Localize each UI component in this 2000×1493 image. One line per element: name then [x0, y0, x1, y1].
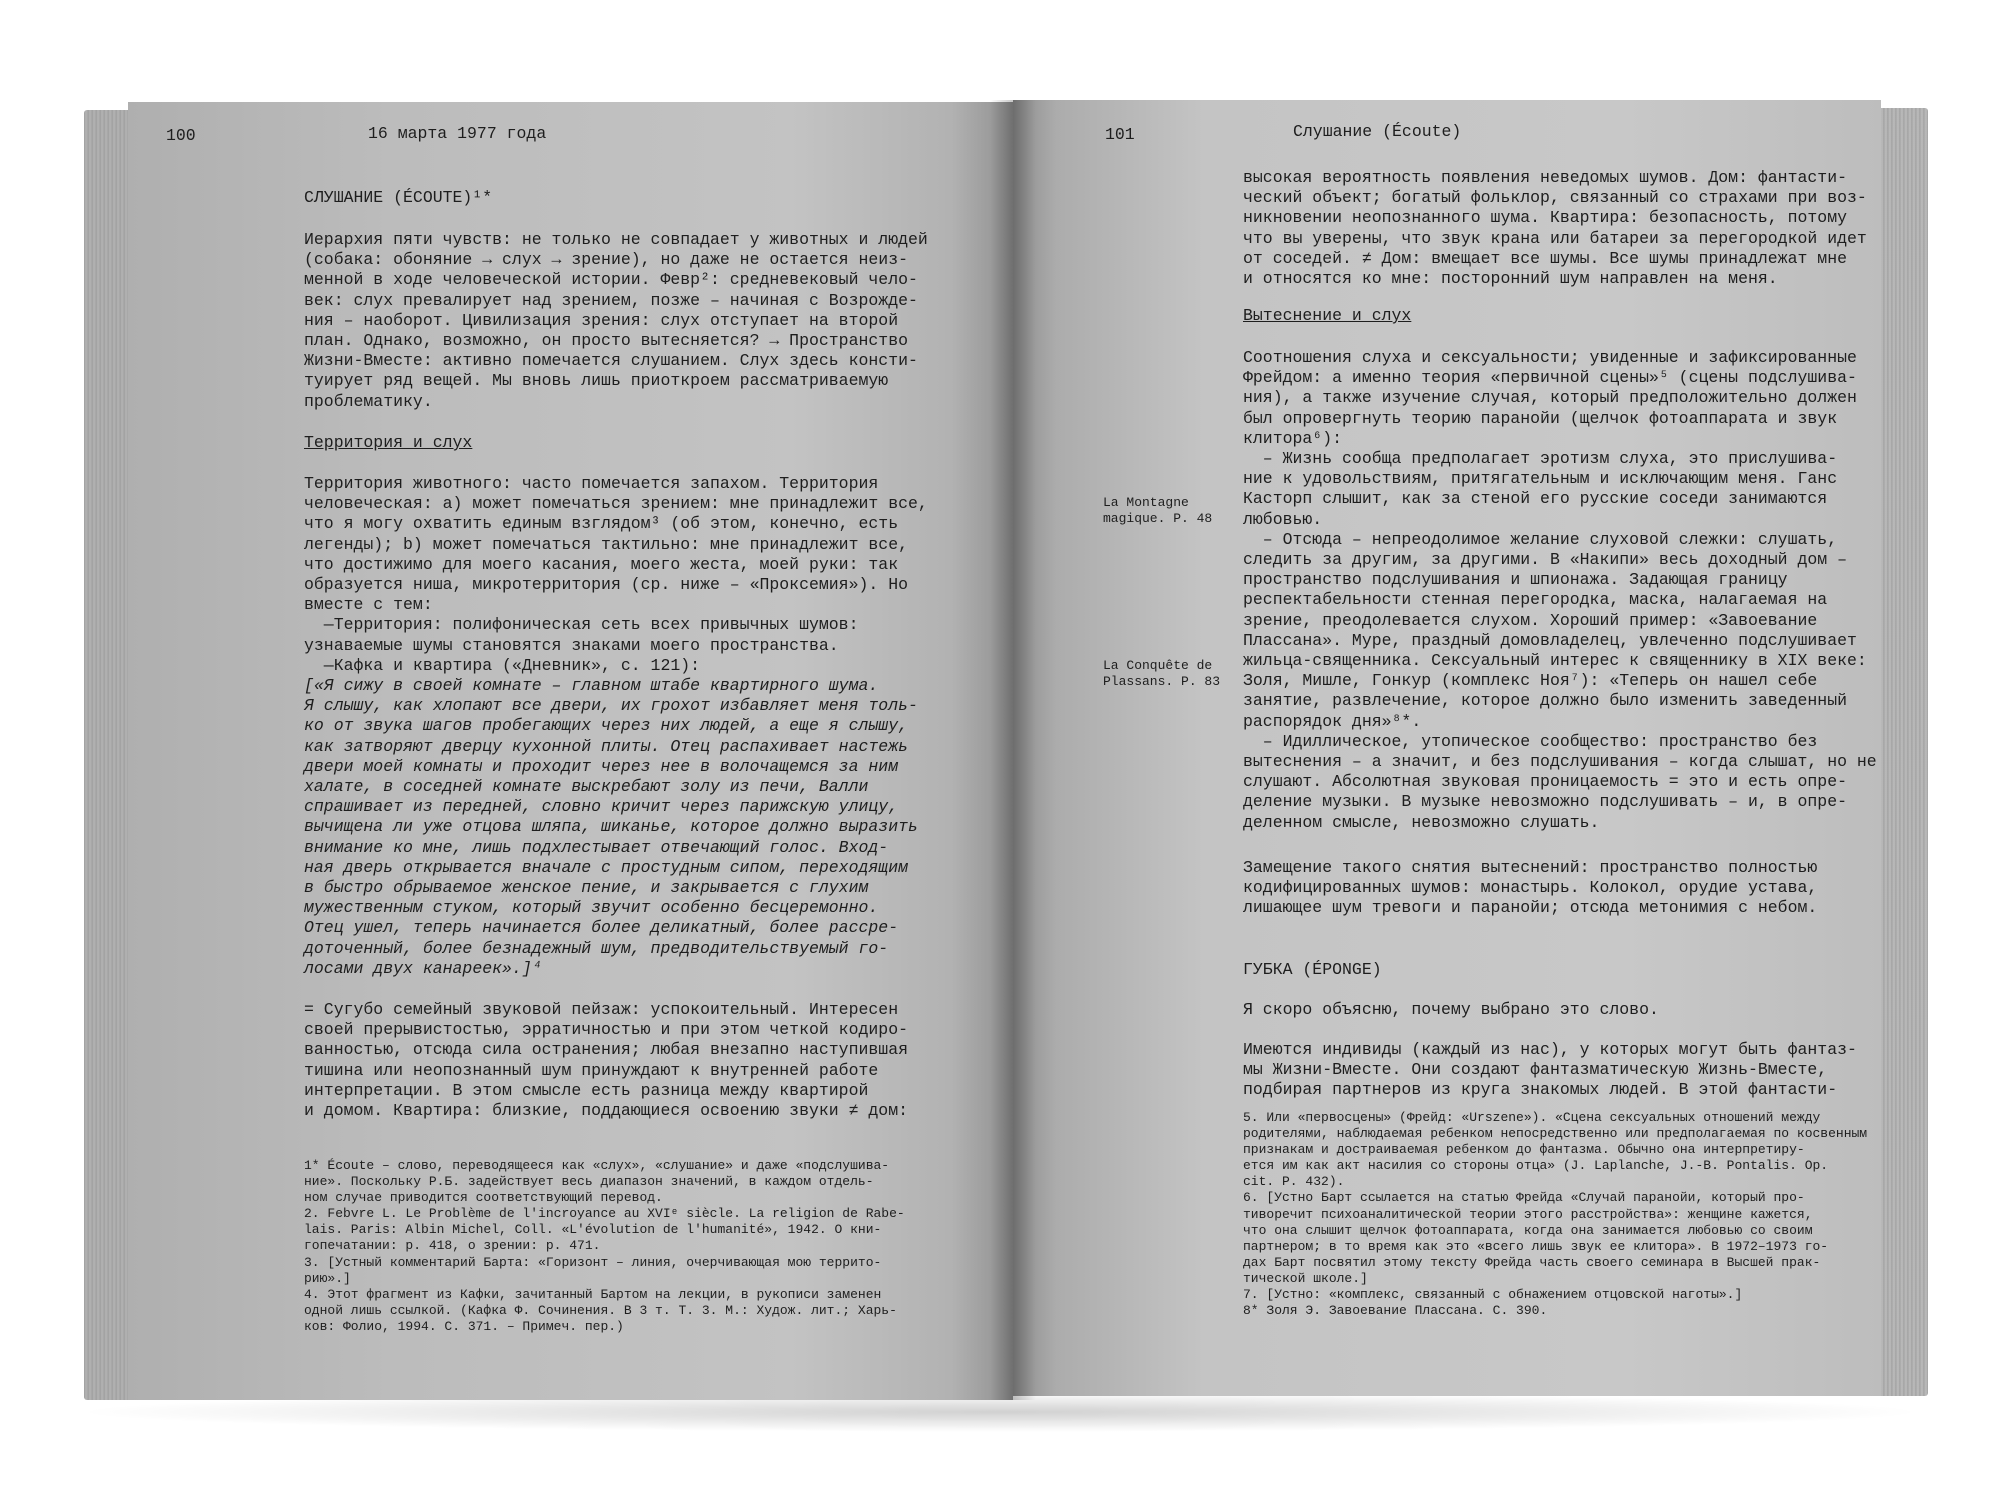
- left-paragraph-1: Иерархия пяти чувств: не только не совпадает у животных и людей (собака: обоняние → слух → зрение), но даже не остается неиз- менной в ходе человеческой истории. Февр²: средневековый чело- век: слух превалирует над зрением, позже – начиная с Возрожде- ния – наоборот. Цивилизация зрения: слух отступает на второй план. Однако, возможно, он просто вытесняется? → Пространство Жизни-Вместе: активно помечается слушанием. Слух здесь консти- туирует ряд вещей. Мы вновь лишь приоткроем рассматриваемую проблематику.: [304, 230, 928, 411]
- right-paragraph-2: Соотношения слуха и сексуальности; увиденные и зафиксированные Фрейдом: а именно теория «первичной сцены»⁵ (сцены подслушива- ния), а также изучение случая, который предположительно должен был опровергнуть теорию паранойи (щелчок фотоаппарата и звук клитора⁶): – Жизнь сообща предполагает эротизм слуха, это прислушива- ние к удовольствиям, притягательным и исключающим меня. Ганс Касторп слышит, как за стеной его русские соседи занимаются любовью. – Отсюда – непреодолимое желание слуховой слежки: слушать, следить за другим, за другими. В «Накипи» весь доходный дом – пространство подслушивания и шпионажа. Задающая границу респектабельности стенная перегородка, маска, налагаемая на зрение, преодолевается слухом. Хороший пример: «Завоевание Плассана». Муре, праздный домовладелец, увлеченно подслушивает жильца-священника. Сексуальный интерес к священнику в XIX веке: Золя, Мишле, Гонкур (комплекс Ноя⁷): «Теперь он нашел себе занятие, развлечение, которое должно было изменить заведенный распорядок дня»⁸*. – Идиллическое, утопическое сообщество: пространство без вытеснения – а значит, и без подслушивания – когда слышат, но не слушают. Абсолютная звуковая проницаемость = это и есть опре- деление музыки. В музыке невозможно подслушивать – и, в опре- деленном смысле, невозможно слушать.: [1243, 348, 1877, 832]
- right-running-head: Слушание (Écoute): [1293, 122, 1462, 141]
- book-gutter: [990, 100, 1036, 1400]
- left-paragraph-2: Территория животного: часто помечается запахом. Территория человеческая: а) может помечаться зрением: мне принадлежит все, что я могу охватить единым взглядом³ (об этом, конечно, есть легенды); b) может помечаться тактильно: мне принадлежит все, что достижимо для моего касания, моего жеста, моей руки: так образуется ниша, микротерритория (ср. ниже – «Проксемия»). Но вместе с тем: —Территория: полифоническая сеть всех привычных шумов: узнаваемые шумы становятся знаками моего пространства. —Кафка и квартира («Дневник», с. 121):: [304, 474, 928, 675]
- right-subheading: Вытеснение и слух: [1243, 306, 1412, 325]
- margin-note-montagne: La Montagne magique. P. 48: [1103, 495, 1213, 527]
- right-paragraph-1: высокая вероятность появления неведомых шумов. Дом: фантасти- ческий объект; богатый фольклор, связанный со страхами при воз- никновении неопознанного шума. Квартира: безопасность, потому что вы уверены, что звук крана или батареи за перегородкой идет от соседей. ≠ Дом: вмещает все шумы. Все шумы принадлежат мне и относятся ко мне: посторонний шум направлен на меня.: [1243, 168, 1867, 289]
- right-paragraph-4: Я скоро объясню, почему выбрано это слово.: [1243, 1000, 1659, 1019]
- left-page-number: 100: [166, 126, 196, 145]
- right-footnotes: 5. Или «первосцены» (Фрейд: «Urszene»). «Сцена сексуальных отношений между родителями, наблюдаемая ребенком непосредственно или предполагаемая по косвенным признакам и достраиваемая ребенком до фантазма. Обычно она интерпретиру- ется им как акт насилия со стороны отца» (J. Laplanche, J.-B. Pontalis. Op. cit. P. 432). 6. [Устно Барт ссылается на статью Фрейда «Случай паранойи, который про- тиворечит психоаналитической теории этого расстройства»: женщине кажется, что она слышит щелчок фотоаппарата, когда она занимается любовью со своим партнером; в то время как это «всего лишь звук ее клитора». В 1972–1973 го- дах Барт посвятил этому тексту Фрейда часть своего семинара в Высшей прак- тической школе.] 7. [Устно: «комплекс, связанный с обнажением отцовской наготы».] 8* Золя Э. Завоевание Плассана. С. 390.: [1243, 1110, 1868, 1319]
- left-page: [128, 102, 1013, 1400]
- right-page-number: 101: [1105, 125, 1135, 144]
- right-section-title: ГУБКА (ÉPONGE): [1243, 960, 1382, 979]
- left-paragraph-3: = Сугубо семейный звуковой пейзаж: успокоительный. Интересен своей прерывистостью, эрратичностью и при этом четкой кодиро- ванностью, отсюда сила остранения; любая внезапно наступившая тишина или неопознанный шум принуждают к внутренней работе интерпретации. В этом смысле есть разница между квартирой и домом. Квартира: близкие, поддающиеся освоению звуки ≠ дом:: [304, 1000, 908, 1121]
- margin-note-conquete: La Conquête de Plassans. P. 83: [1103, 658, 1221, 690]
- right-paragraph-5: Имеются индивиды (каждый из нас), у которых могут быть фантаз- мы Жизни-Вместе. Они создают фантазматическую Жизнь-Вместе, подбирая партнеров из круга знакомых людей. В этой фантасти-: [1243, 1040, 1857, 1100]
- left-footnotes: 1* Écoute – слово, переводящееся как «слух», «слушание» и даже «подслушива- ние». Поскольку Р.Б. задействует весь диапазон значений, в каждом отдель- ном случае приводится соответствующий перевод. 2. Febvre L. Le Problème de l'incroyance au XVIᵉ siècle. La religion de Rabe- lais. Paris: Albin Michel, Coll. «L'évolution de l'humanité», 1942. О кни- гопечатании: p. 418, о зрении: p. 471. 3. [Устный комментарий Барта: «Горизонт – линия, очерчивающая мою террито- рию».] 4. Этот фрагмент из Кафки, зачитанный Бартом на лекции, в рукописи заменен одной лишь ссылкой. (Кафка Ф. Сочинения. В 3 т. Т. 3. М.: Худож. лит.; Харь- ков: Фолио, 1994. С. 371. – Примеч. пер.): [304, 1158, 905, 1334]
- left-subheading: Территория и слух: [304, 433, 473, 452]
- kafka-quote: [«Я сижу в своей комнате – главном штабе квартирного шума. Я слышу, как хлопают все двери, их грохот избавляет меня толь- ко от звука шагов пробегающих через них людей, а еще я слышу, как затворяют дверцу кухонной плиты. Отец распахивает настежь двери моей комнаты и проходит через нее в волочащемся за ним халате, в соседней комнате выскребают золу из печи, Валли спрашивает из передней, словно кричит через парижскую улицу, вычищена ли уже отцова шляпа, шиканье, которое должно выразить внимание ко мне, лишь подхлестывает отвечающий голос. Вход- ная дверь открывается вначале с простудным сипом, переходящим в быстро обрываемое женское пение, и закрывается с глухим мужественным стуком, который звучит особенно бесцеремонно. Отец ушел, теперь начинается более деликатный, более рассре- доточенный, более безнадежный шум, предводительствуемый го- лосами двух канареек».]⁴: [304, 676, 918, 978]
- right-paragraph-3: Замещение такого снятия вытеснений: пространство полностью кодифицированных шумов: монастырь. Колокол, орудие устава, лишающее шум тревоги и паранойи; отсюда метонимия с небом.: [1243, 858, 1818, 918]
- left-section-title: СЛУШАНИЕ (ÉCOUTE)¹*: [304, 188, 493, 207]
- left-running-head: 16 марта 1977 года: [368, 124, 547, 143]
- right-page: [1013, 100, 1881, 1396]
